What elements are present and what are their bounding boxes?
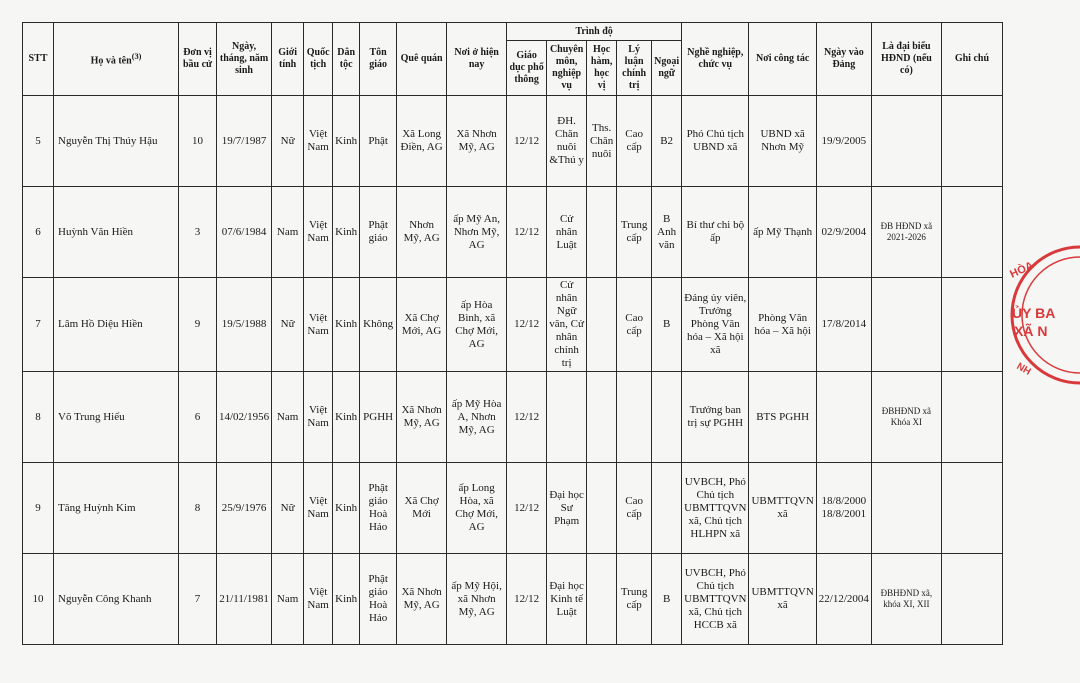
- cell-general-edu: 12/12: [507, 372, 547, 463]
- cell-political: Cao cấp: [617, 96, 652, 187]
- cell-religion: Phật: [360, 96, 397, 187]
- cell-religion: PGHH: [360, 372, 397, 463]
- cell-stt: 7: [23, 278, 54, 372]
- cell-stt: 9: [23, 463, 54, 554]
- cell-specialty: Cử nhân Ngữ văn, Cử nhân chính trị: [547, 278, 587, 372]
- cell-degree: [587, 372, 617, 463]
- cell-occupation: Phó Chủ tịch UBND xã: [682, 96, 749, 187]
- cell-workplace: UBMTTQVN xã: [749, 463, 816, 554]
- cell-occupation: UVBCH, Phó Chủ tịch UBMTTQVN xã, Chủ tịch HLHPN xã: [682, 463, 749, 554]
- header-gender: Giới tính: [272, 23, 304, 96]
- cell-unit: 9: [179, 278, 217, 372]
- table-row: [23, 187, 1003, 278]
- cell-political: Trung cấp: [617, 554, 652, 645]
- cell-nationality: Việt Nam: [304, 96, 333, 187]
- header-occupation: Nghề nghiệp, chức vụ: [682, 23, 749, 96]
- header-hometown: Quê quán: [397, 23, 447, 96]
- cell-degree: [587, 463, 617, 554]
- cell-residence: ấp Hòa Bình, xã Chợ Mới, AG: [447, 278, 507, 372]
- cell-degree: [587, 187, 617, 278]
- cell-language: B: [652, 554, 682, 645]
- cell-workplace: BTS PGHH: [749, 372, 816, 463]
- cell-dob: 19/7/1987: [217, 96, 272, 187]
- cell-hometown: Xã Long Điền, AG: [397, 96, 447, 187]
- seal-text-low: XÃ N: [1014, 323, 1048, 339]
- cell-occupation: Bí thư chi bộ ấp: [682, 187, 749, 278]
- cell-workplace: ấp Mỹ Thạnh: [749, 187, 816, 278]
- cell-residence: ấp Mỹ Hội, xã Nhơn Mỹ, AG: [447, 554, 507, 645]
- cell-party-date: [816, 372, 871, 463]
- cell-party-date: 19/9/2005: [816, 96, 871, 187]
- cell-nationality: Việt Nam: [304, 372, 333, 463]
- cell-hometown: Xã Nhơn Mỹ, AG: [397, 554, 447, 645]
- cell-general-edu: 12/12: [507, 278, 547, 372]
- cell-general-edu: 12/12: [507, 463, 547, 554]
- cell-ethnicity: Kinh: [333, 96, 360, 187]
- header-note: Ghi chú: [941, 23, 1002, 96]
- cell-general-edu: 12/12: [507, 554, 547, 645]
- cell-stt: 8: [23, 372, 54, 463]
- cell-language: B Anh văn: [652, 187, 682, 278]
- header-ethnicity: Dân tộc: [333, 23, 360, 96]
- cell-specialty: ĐH. Chăn nuôi &Thú y: [547, 96, 587, 187]
- header-unit: Đơn vị bầu cử: [179, 23, 217, 96]
- seal-text-top: HÒA: [1008, 259, 1036, 281]
- cell-unit: 6: [179, 372, 217, 463]
- header-name-sup: (3): [131, 51, 142, 61]
- cell-general-edu: 12/12: [507, 96, 547, 187]
- cell-party-date: 18/8/2000 18/8/2001: [816, 463, 871, 554]
- cell-name: Nguyễn Công Khanh: [54, 554, 179, 645]
- table-row: [23, 372, 1003, 463]
- cell-hometown: Xã Chợ Mới, AG: [397, 278, 447, 372]
- cell-occupation: Trưởng ban trị sự PGHH: [682, 372, 749, 463]
- header-party-date: Ngày vào Đảng: [816, 23, 871, 96]
- cell-degree: [587, 278, 617, 372]
- cell-name: Nguyễn Thị Thúy Hậu: [54, 96, 179, 187]
- header-religion: Tôn giáo: [360, 23, 397, 96]
- cell-stt: 10: [23, 554, 54, 645]
- cell-religion: Không: [360, 278, 397, 372]
- cell-religion: Phật giáo Hoà Hảo: [360, 554, 397, 645]
- cell-delegate: [871, 96, 941, 187]
- cell-hometown: Xã Chợ Mới: [397, 463, 447, 554]
- cell-political: [617, 372, 652, 463]
- cell-note: [941, 96, 1002, 187]
- cell-delegate: ĐBHĐND xã Khóa XI: [871, 372, 941, 463]
- cell-delegate: ĐB HĐND xã 2021-2026: [871, 187, 941, 278]
- cell-party-date: 02/9/2004: [816, 187, 871, 278]
- cell-specialty: Đại học Kinh tế Luật: [547, 554, 587, 645]
- cell-specialty: Cử nhân Luật: [547, 187, 587, 278]
- cell-hometown: Xã Nhơn Mỹ, AG: [397, 372, 447, 463]
- cell-unit: 3: [179, 187, 217, 278]
- cell-name: Võ Trung Hiếu: [54, 372, 179, 463]
- cell-degree: Ths. Chăn nuôi: [587, 96, 617, 187]
- cell-workplace: Phòng Văn hóa – Xã hội: [749, 278, 816, 372]
- table-row: [23, 554, 1003, 645]
- header-general-edu: Giáo dục phổ thông: [507, 41, 547, 96]
- cell-language: [652, 463, 682, 554]
- cell-specialty: Đại học Sư Phạm: [547, 463, 587, 554]
- cell-dob: 14/02/1956: [217, 372, 272, 463]
- table-row: [23, 278, 1003, 372]
- cell-political: Trung cấp: [617, 187, 652, 278]
- cell-stt: 6: [23, 187, 54, 278]
- cell-name: Tăng Huỳnh Kim: [54, 463, 179, 554]
- cell-ethnicity: Kinh: [333, 463, 360, 554]
- cell-note: [941, 463, 1002, 554]
- cell-nationality: Việt Nam: [304, 463, 333, 554]
- header-political: Lý luận chính trị: [617, 41, 652, 96]
- cell-occupation: UVBCH, Phó Chủ tịch UBMTTQVN xã, Chủ tịch HCCB xã: [682, 554, 749, 645]
- cell-note: [941, 554, 1002, 645]
- cell-hometown: Nhơn Mỹ, AG: [397, 187, 447, 278]
- seal-text-bottom: NH: [1014, 361, 1033, 378]
- cell-dob: 25/9/1976: [217, 463, 272, 554]
- cell-residence: ấp Mỹ An, Nhơn Mỹ, AG: [447, 187, 507, 278]
- cell-ethnicity: Kinh: [333, 187, 360, 278]
- cell-delegate: [871, 463, 941, 554]
- cell-workplace: UBMTTQVN xã: [749, 554, 816, 645]
- cell-dob: 19/5/1988: [217, 278, 272, 372]
- cell-specialty: [547, 372, 587, 463]
- table-row: [23, 96, 1003, 187]
- cell-ethnicity: Kinh: [333, 554, 360, 645]
- official-seal-stamp: [990, 240, 1080, 390]
- header-residence: Nơi ở hiện nay: [447, 23, 507, 96]
- cell-stt: 5: [23, 96, 54, 187]
- table-row: [23, 463, 1003, 554]
- cell-language: B: [652, 278, 682, 372]
- header-name-label: Họ và tên: [90, 55, 132, 67]
- cell-unit: 8: [179, 463, 217, 554]
- cell-gender: Nam: [272, 372, 304, 463]
- candidate-table: [22, 22, 1003, 645]
- cell-workplace: UBND xã Nhơn Mỹ: [749, 96, 816, 187]
- cell-gender: Nam: [272, 554, 304, 645]
- cell-nationality: Việt Nam: [304, 554, 333, 645]
- cell-unit: 10: [179, 96, 217, 187]
- header-stt: STT: [23, 23, 54, 96]
- cell-party-date: 22/12/2004: [816, 554, 871, 645]
- cell-religion: Phật giáo Hoà Hảo: [360, 463, 397, 554]
- header-specialty: Chuyên môn, nghiệp vụ: [547, 41, 587, 96]
- cell-nationality: Việt Nam: [304, 187, 333, 278]
- cell-dob: 07/6/1984: [217, 187, 272, 278]
- header-nationality: Quốc tịch: [304, 23, 333, 96]
- cell-religion: Phật giáo: [360, 187, 397, 278]
- header-language: Ngoại ngữ: [652, 41, 682, 96]
- cell-gender: Nữ: [272, 278, 304, 372]
- header-dob: Ngày, tháng, năm sinh: [217, 23, 272, 96]
- header-workplace: Nơi công tác: [749, 23, 816, 96]
- cell-political: Cao cấp: [617, 278, 652, 372]
- cell-unit: 7: [179, 554, 217, 645]
- header-row-top: [23, 23, 1003, 41]
- cell-delegate: ĐBHĐND xã, khóa XI, XII: [871, 554, 941, 645]
- cell-occupation: Đảng ủy viên, Trưởng Phòng Văn hóa – Xã hội xã: [682, 278, 749, 372]
- cell-gender: Nữ: [272, 463, 304, 554]
- cell-ethnicity: Kinh: [333, 278, 360, 372]
- cell-ethnicity: Kinh: [333, 372, 360, 463]
- cell-delegate: [871, 278, 941, 372]
- header-education-group: Trình độ: [507, 23, 682, 41]
- seal-text-mid: ỦY BA: [1012, 305, 1056, 321]
- cell-language: [652, 372, 682, 463]
- cell-residence: ấp Mỹ Hòa A, Nhơn Mỹ, AG: [447, 372, 507, 463]
- cell-party-date: 17/8/2014: [816, 278, 871, 372]
- header-delegate: Là đại biểu HĐND (nếu có): [871, 23, 941, 96]
- cell-name: Lâm Hồ Diệu Hiền: [54, 278, 179, 372]
- cell-nationality: Việt Nam: [304, 278, 333, 372]
- header-degree: Học hàm, học vị: [587, 41, 617, 96]
- cell-language: B2: [652, 96, 682, 187]
- cell-general-edu: 12/12: [507, 187, 547, 278]
- cell-name: Huỳnh Văn Hiền: [54, 187, 179, 278]
- cell-gender: Nữ: [272, 96, 304, 187]
- cell-gender: Nam: [272, 187, 304, 278]
- cell-degree: [587, 554, 617, 645]
- cell-residence: Xã Nhơn Mỹ, AG: [447, 96, 507, 187]
- header-name: [54, 23, 179, 96]
- cell-residence: ấp Long Hòa, xã Chợ Mới, AG: [447, 463, 507, 554]
- cell-political: Cao cấp: [617, 463, 652, 554]
- cell-dob: 21/11/1981: [217, 554, 272, 645]
